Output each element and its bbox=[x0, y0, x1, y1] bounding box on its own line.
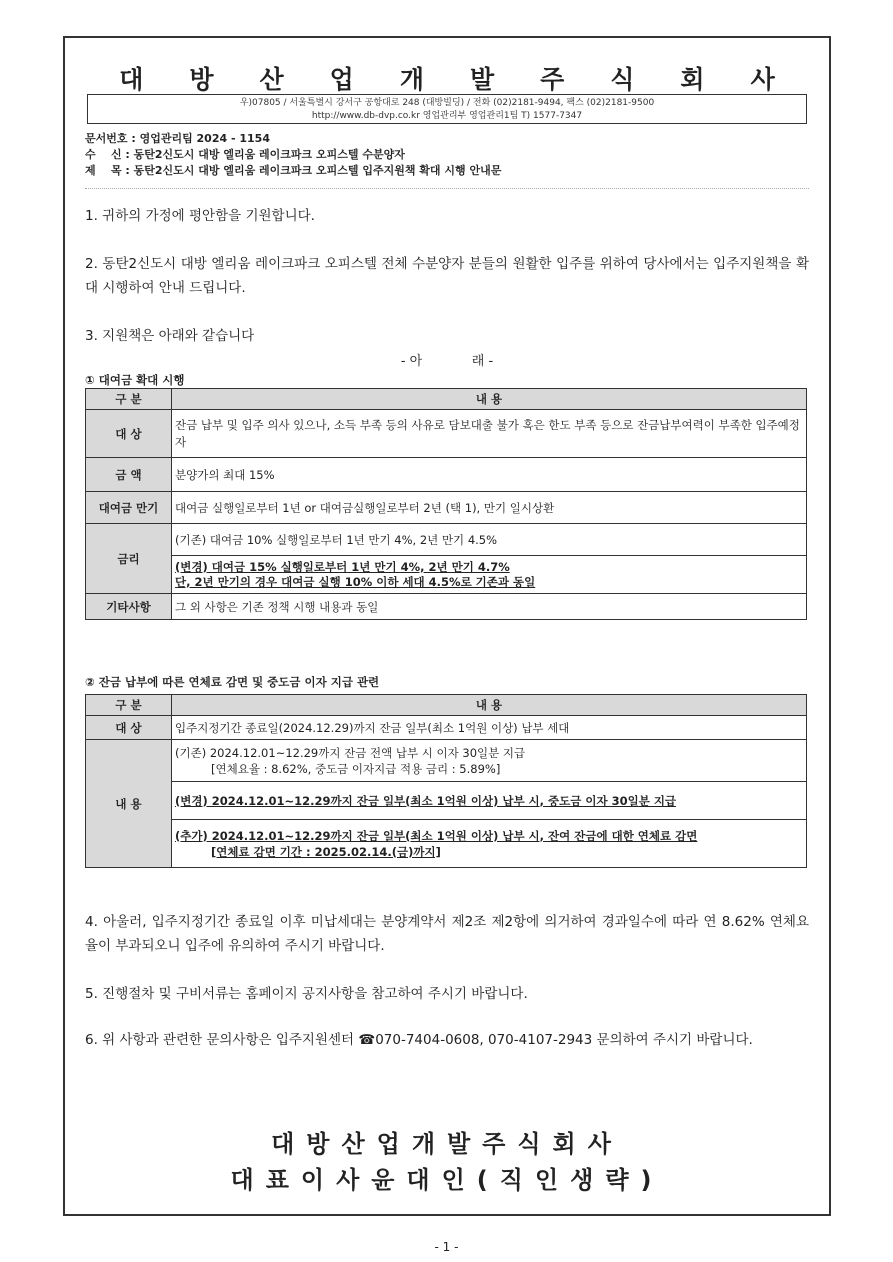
row-value-old bbox=[172, 740, 807, 782]
row-value-add bbox=[172, 820, 807, 868]
row-value-change bbox=[172, 782, 807, 820]
col-header-category: 구 분 bbox=[86, 695, 172, 716]
col-header-content: 내 용 bbox=[172, 389, 807, 410]
table-row bbox=[86, 716, 807, 740]
section-1-title: ① 대여금 확대 시행 bbox=[85, 373, 185, 387]
rate-new-line-2: 단, 2년 만기의 경우 대여금 실행 10% 이하 세대 4.5%로 기존과 동일 bbox=[175, 574, 536, 589]
address-box bbox=[87, 94, 807, 124]
row-value-etc: 그 외 사항은 기존 정책 시행 내용과 동일 bbox=[172, 594, 807, 620]
paragraph-3: 3. 지원책은 아래와 같습니다 bbox=[85, 328, 255, 344]
change-line: (변경) 2024.12.01~12.29까지 잔금 일부(최소 1억원 이상) 납부 시, 중도금 이자 30일분 지급 bbox=[175, 793, 677, 808]
doc-no-label: 문서번호 : bbox=[85, 132, 140, 145]
company-name: 대방산업개발주식회사 bbox=[119, 65, 821, 94]
recipient-label: 수 신 : bbox=[85, 148, 134, 161]
signature-ceo: 대표이사윤대인(직인생략) bbox=[230, 1166, 664, 1194]
row-head-etc: 기타사항 bbox=[86, 594, 172, 620]
row-value-amount: 분양가의 최대 15% bbox=[172, 458, 807, 492]
below-heading: - 아 래 - bbox=[400, 354, 494, 369]
paragraph-6 bbox=[85, 1028, 809, 1052]
old-line-1: (기존) 2024.12.01~12.29까지 잔금 전액 납부 시 이자 30일분 지급 bbox=[175, 745, 526, 760]
table-row bbox=[86, 524, 807, 556]
table-row bbox=[86, 820, 807, 868]
row-head-amount: 금 액 bbox=[86, 458, 172, 492]
subject-label: 제 목 : bbox=[85, 164, 134, 177]
row-value-target: 입주지정기간 종료일(2024.12.29)까지 잔금 일부(최소 1억원 이상) 납부 세대 bbox=[172, 716, 807, 740]
document-frame bbox=[63, 36, 831, 1216]
page-number: - 1 - bbox=[434, 1240, 459, 1254]
row-head-term: 대여금 만기 bbox=[86, 492, 172, 524]
col-header-content: 내 용 bbox=[172, 695, 807, 716]
rate-new-line-1: (변경) 대여금 15% 실행일로부터 1년 만기 4%, 2년 만기 4.7% bbox=[175, 559, 510, 574]
table-row bbox=[86, 782, 807, 820]
row-head-target: 대 상 bbox=[86, 716, 172, 740]
doc-no: 영업관리팀 2024 - 1154 bbox=[139, 132, 270, 145]
paragraph-1: 1. 귀하의 가정에 평안함을 기원합니다. bbox=[85, 208, 315, 224]
table-row bbox=[86, 492, 807, 524]
table-row bbox=[86, 740, 807, 782]
paragraph-6-text: 6. 위 사항과 관련한 문의사항은 입주지원센터 bbox=[85, 1032, 359, 1048]
paragraph-4: 4. 아울러, 입주지정기간 종료일 이후 미납세대는 분양계약서 제2조 제2항에 의거하여 경과일수에 따라 연 8.62% 연체요율이 부과되오니 입주에 유의하여 주시기 바랍니다. bbox=[85, 914, 809, 954]
row-head-target: 대 상 bbox=[86, 410, 172, 458]
table-row bbox=[86, 594, 807, 620]
row-value-term: 대여금 실행일로부터 1년 or 대여금실행일로부터 2년 (택 1), 만기 일시상환 bbox=[172, 492, 807, 524]
document-meta bbox=[85, 131, 501, 179]
table-row bbox=[86, 410, 807, 458]
signature-company: 대방산업개발주식회사 bbox=[271, 1130, 623, 1158]
table-row bbox=[86, 458, 807, 492]
add-line-1: (추가) 2024.12.01~12.29까지 잔금 일부(최소 1억원 이상) 납부 시, 잔여 잔금에 대한 연체료 감면 bbox=[175, 828, 698, 843]
payment-table bbox=[85, 694, 807, 868]
subject: 동탄2신도시 대방 엘리움 레이크파크 오피스텔 입주지원책 확대 시행 안내문 bbox=[133, 164, 502, 177]
col-header-category: 구 분 bbox=[86, 389, 172, 410]
paragraph-6-phones: 070-7404-0608, 070-4107-2943 문의하여 주시기 바랍니다. bbox=[375, 1032, 753, 1048]
address-line-1: 우)07805 / 서울특별시 강서구 공항대로 248 (대방빌딩) / 전화 (02)2181-9494, 팩스 (02)2181-9500 bbox=[239, 98, 655, 108]
divider bbox=[85, 188, 809, 189]
paragraph-2: 2. 동탄2신도시 대방 엘리움 레이크파크 오피스텔 전체 수분양자 분들의 원활한 입주를 위하여 당사에서는 입주지원책을 확대 시행하여 안내 드립니다. bbox=[85, 256, 809, 296]
row-value-rate-old: (기존) 대여금 10% 실행일로부터 1년 만기 4%, 2년 만기 4.5% bbox=[172, 524, 807, 556]
address-line-2: http://www.db-dvp.co.kr 영업관리부 영업관리1팀 T) 1577-7347 bbox=[311, 111, 583, 121]
row-value-rate-new bbox=[172, 556, 807, 594]
recipient: 동탄2신도시 대방 엘리움 레이크파크 오피스텔 수분양자 bbox=[133, 148, 405, 161]
row-value-target: 잔금 납부 및 입주 의사 있으나, 소득 부족 등의 사유로 담보대출 불가 혹은 한도 부족 등으로 잔금납부여력이 부족한 입주예정자 bbox=[172, 410, 807, 458]
row-head-content: 내 용 bbox=[86, 740, 172, 868]
add-line-2: [연체료 감면 기간 : 2025.02.14.(금)까지] bbox=[211, 844, 441, 859]
row-head-rate: 금리 bbox=[86, 524, 172, 594]
loan-table bbox=[85, 388, 807, 620]
table-row bbox=[86, 556, 807, 594]
phone-icon: ☎ bbox=[358, 1032, 376, 1048]
old-line-2: [연체요율 : 8.62%, 중도금 이자지급 적용 금리 : 5.89%] bbox=[211, 761, 501, 776]
section-2-title: ② 잔금 납부에 따른 연체료 감면 및 중도금 이자 지급 관련 bbox=[85, 675, 380, 689]
paragraph-5: 5. 진행절차 및 구비서류는 홈페이지 공지사항을 참고하여 주시기 바랍니다. bbox=[85, 986, 528, 1002]
